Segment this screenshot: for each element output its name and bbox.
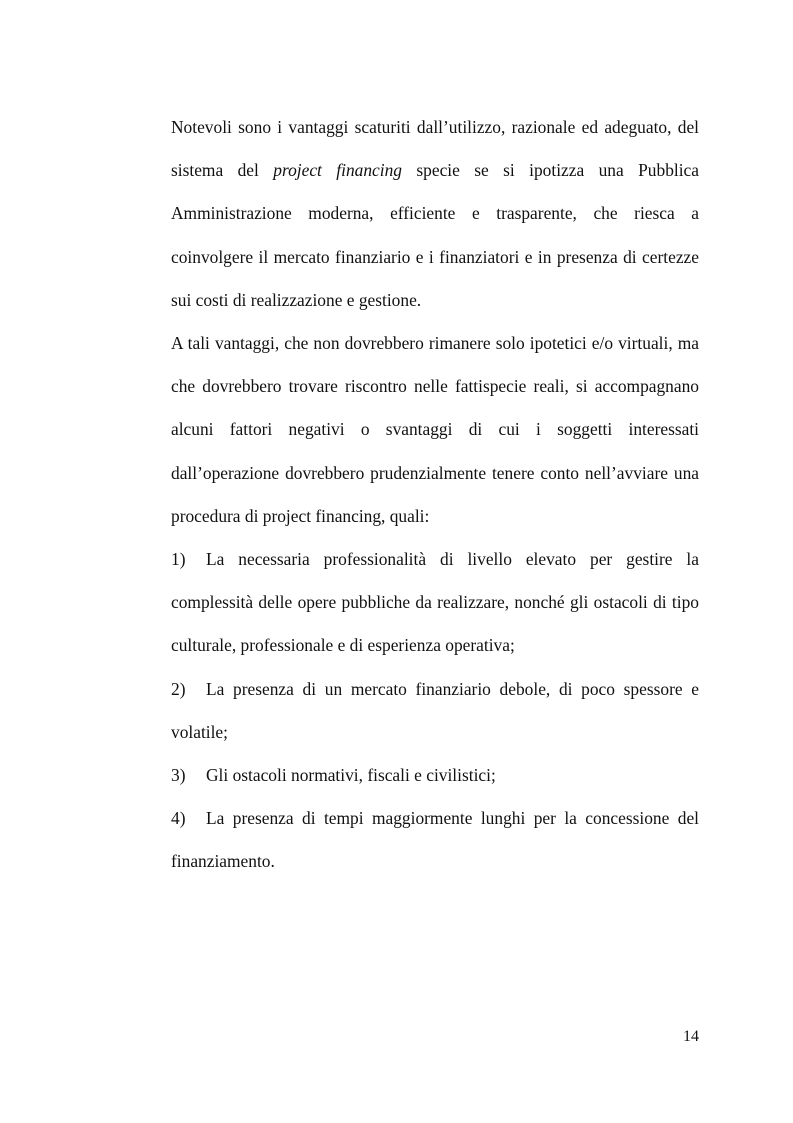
paragraph-advantages bbox=[171, 106, 699, 322]
paragraph-1-text-end: specie se si ipotizza una Pubblica Amministrazione moderna, efficiente e trasparente, che riesca a coinvolgere il mercato finanziario e i finanziatori e in presenza di certezze sui costi di realizzazione e gestione. bbox=[171, 160, 699, 310]
list-text-4: La presenza di tempi maggiormente lunghi per la concessione del finanziamento. bbox=[171, 808, 699, 872]
list-number-3: 3) bbox=[171, 765, 186, 786]
list-item-4 bbox=[171, 797, 699, 883]
list-item-3 bbox=[171, 754, 699, 797]
body-text bbox=[171, 106, 699, 884]
page-number: 14 bbox=[683, 1028, 699, 1045]
list-item-1 bbox=[171, 538, 699, 668]
paragraph-disadvantages: A tali vantaggi, che non dovrebbero rimanere solo ipotetici e/o virtuali, ma che dovrebbero trovare riscontro nelle fattispecie reali, si accompagnano alcuni fattori negativi o svantaggi di cui i soggetti interessati dall’operazione dovrebbero prudenzialmente tenere conto nell’avviare una procedura di project financing, quali: bbox=[171, 333, 699, 526]
list-text-1: La necessaria professionalità di livello elevato per gestire la complessità delle opere pubbliche da realizzare, nonché gli ostacoli di tipo culturale, professionale e di esperienza operativa; bbox=[171, 549, 699, 656]
list-item-2 bbox=[171, 668, 699, 754]
list-text-2: La presenza di un mercato finanziario debole, di poco spessore e volatile; bbox=[171, 678, 699, 742]
paragraph-1-text-start: Notevoli sono i vantaggi scaturiti dall’utilizzo, razionale ed adeguato, del sistema del bbox=[171, 117, 699, 181]
list-number-4: 4) bbox=[171, 808, 186, 829]
list-number-2: 2) bbox=[171, 678, 186, 699]
italic-term-project-financing: project financing bbox=[273, 160, 402, 181]
list-number-1: 1) bbox=[171, 549, 186, 570]
list-text-3: Gli ostacoli normativi, fiscali e civilistici; bbox=[206, 765, 496, 786]
